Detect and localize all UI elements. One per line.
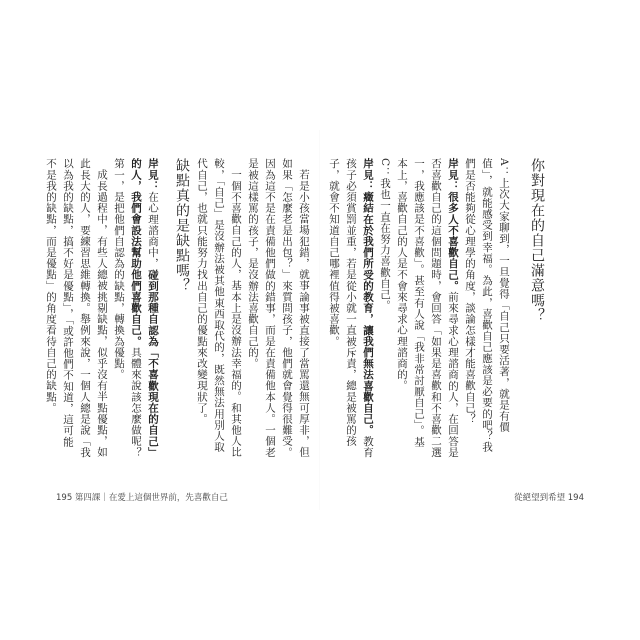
emphasis-text: 很多人不喜歡自己。: [447, 191, 459, 292]
comment-paragraph: C：我也一直在努力喜歡自己。: [379, 158, 391, 311]
emphasis-text: 碰到那種自認為「不喜歡現在的自己」的人，我們會設法幫助他們喜歡自己。: [130, 158, 159, 458]
answer-text: 具體來說該怎麼做呢？第一，是把他們自認為的缺點，轉換為優點。: [113, 158, 142, 458]
paragraph: 成長過程中，有些人總被挑剔缺點，似乎沒有半點優點，如此長大的人，要練習思維轉換。舉例來說，一個人總是說「我以為我的缺點，搞不好是優點」，「或許他們不知道，這可能不是我的缺點，而是優點」的角度看待自己的缺點。: [45, 158, 108, 458]
answer-lead: 在心理諮商中，: [147, 191, 159, 270]
right-page: [320, 0, 640, 640]
page-footer-left: 195 第四課｜在愛上這個世界前，先喜歡自己: [56, 493, 228, 503]
speaker-label: 岸見：: [147, 158, 159, 192]
answer-paragraph: [110, 158, 161, 458]
question-paragraph: A：上次大家聊到，一旦覺得「自己只要活著，就是有價值」，就能感受到幸福。為此，喜歡自己應該是必要的吧？我們是否能夠從心理學的角度，談論怎樣才能喜歡自己？: [464, 158, 510, 453]
section-heading: 缺點真的是缺點嗎？: [174, 158, 190, 293]
paragraph: 一個不喜歡自己的人，基本上是沒辦法幸福的。和其他人比較，「自己」是沒辦法被其他東西取代的，既然無法用別人取代自己，也就只能努力找出自己的優點來改變現狀了。: [196, 158, 242, 458]
page-footer-right: 從絕望到希望 194: [514, 493, 584, 503]
left-page-text: [45, 158, 312, 458]
emphasis-text: 癥結在於我們所受的教育，讓我們無法喜歡自己。: [362, 191, 374, 436]
answer-text: 教育孩子必須賞罰並重，若是從小就一直被斥責，總是被罵的孩子，就會不知道自己哪裡值得被喜歡。: [328, 158, 374, 458]
answer-paragraph: [325, 158, 376, 458]
answer-text: 前來尋求心理諮商的人，在回答是否喜歡自己的這個問題時，會回答「如果是喜歡和不喜歡二選一，我應該是不喜歡」。甚至有人說「我非常討厭自己」。基本上，喜歡自己的人是不會來尋求心理諮商的。: [396, 158, 459, 458]
section-heading: 你對現在的自己滿意嗎？: [529, 158, 545, 323]
speaker-label: 岸見：: [447, 158, 459, 192]
answer-paragraph: [393, 158, 461, 458]
paragraph: 若是小孩當場犯錯，就事論事被直接了當罵還無可厚非，但如果「怎麼老是出包？」來質問孩子，他們就會覺得很難受。因為這不是在責備他們做的錯事，而是在責備他本人。一個老是被這樣罵的孩子，是沒辦法喜歡自己的。: [247, 158, 310, 458]
right-page-text: [328, 158, 548, 458]
speaker-label: 岸見：: [362, 158, 374, 192]
